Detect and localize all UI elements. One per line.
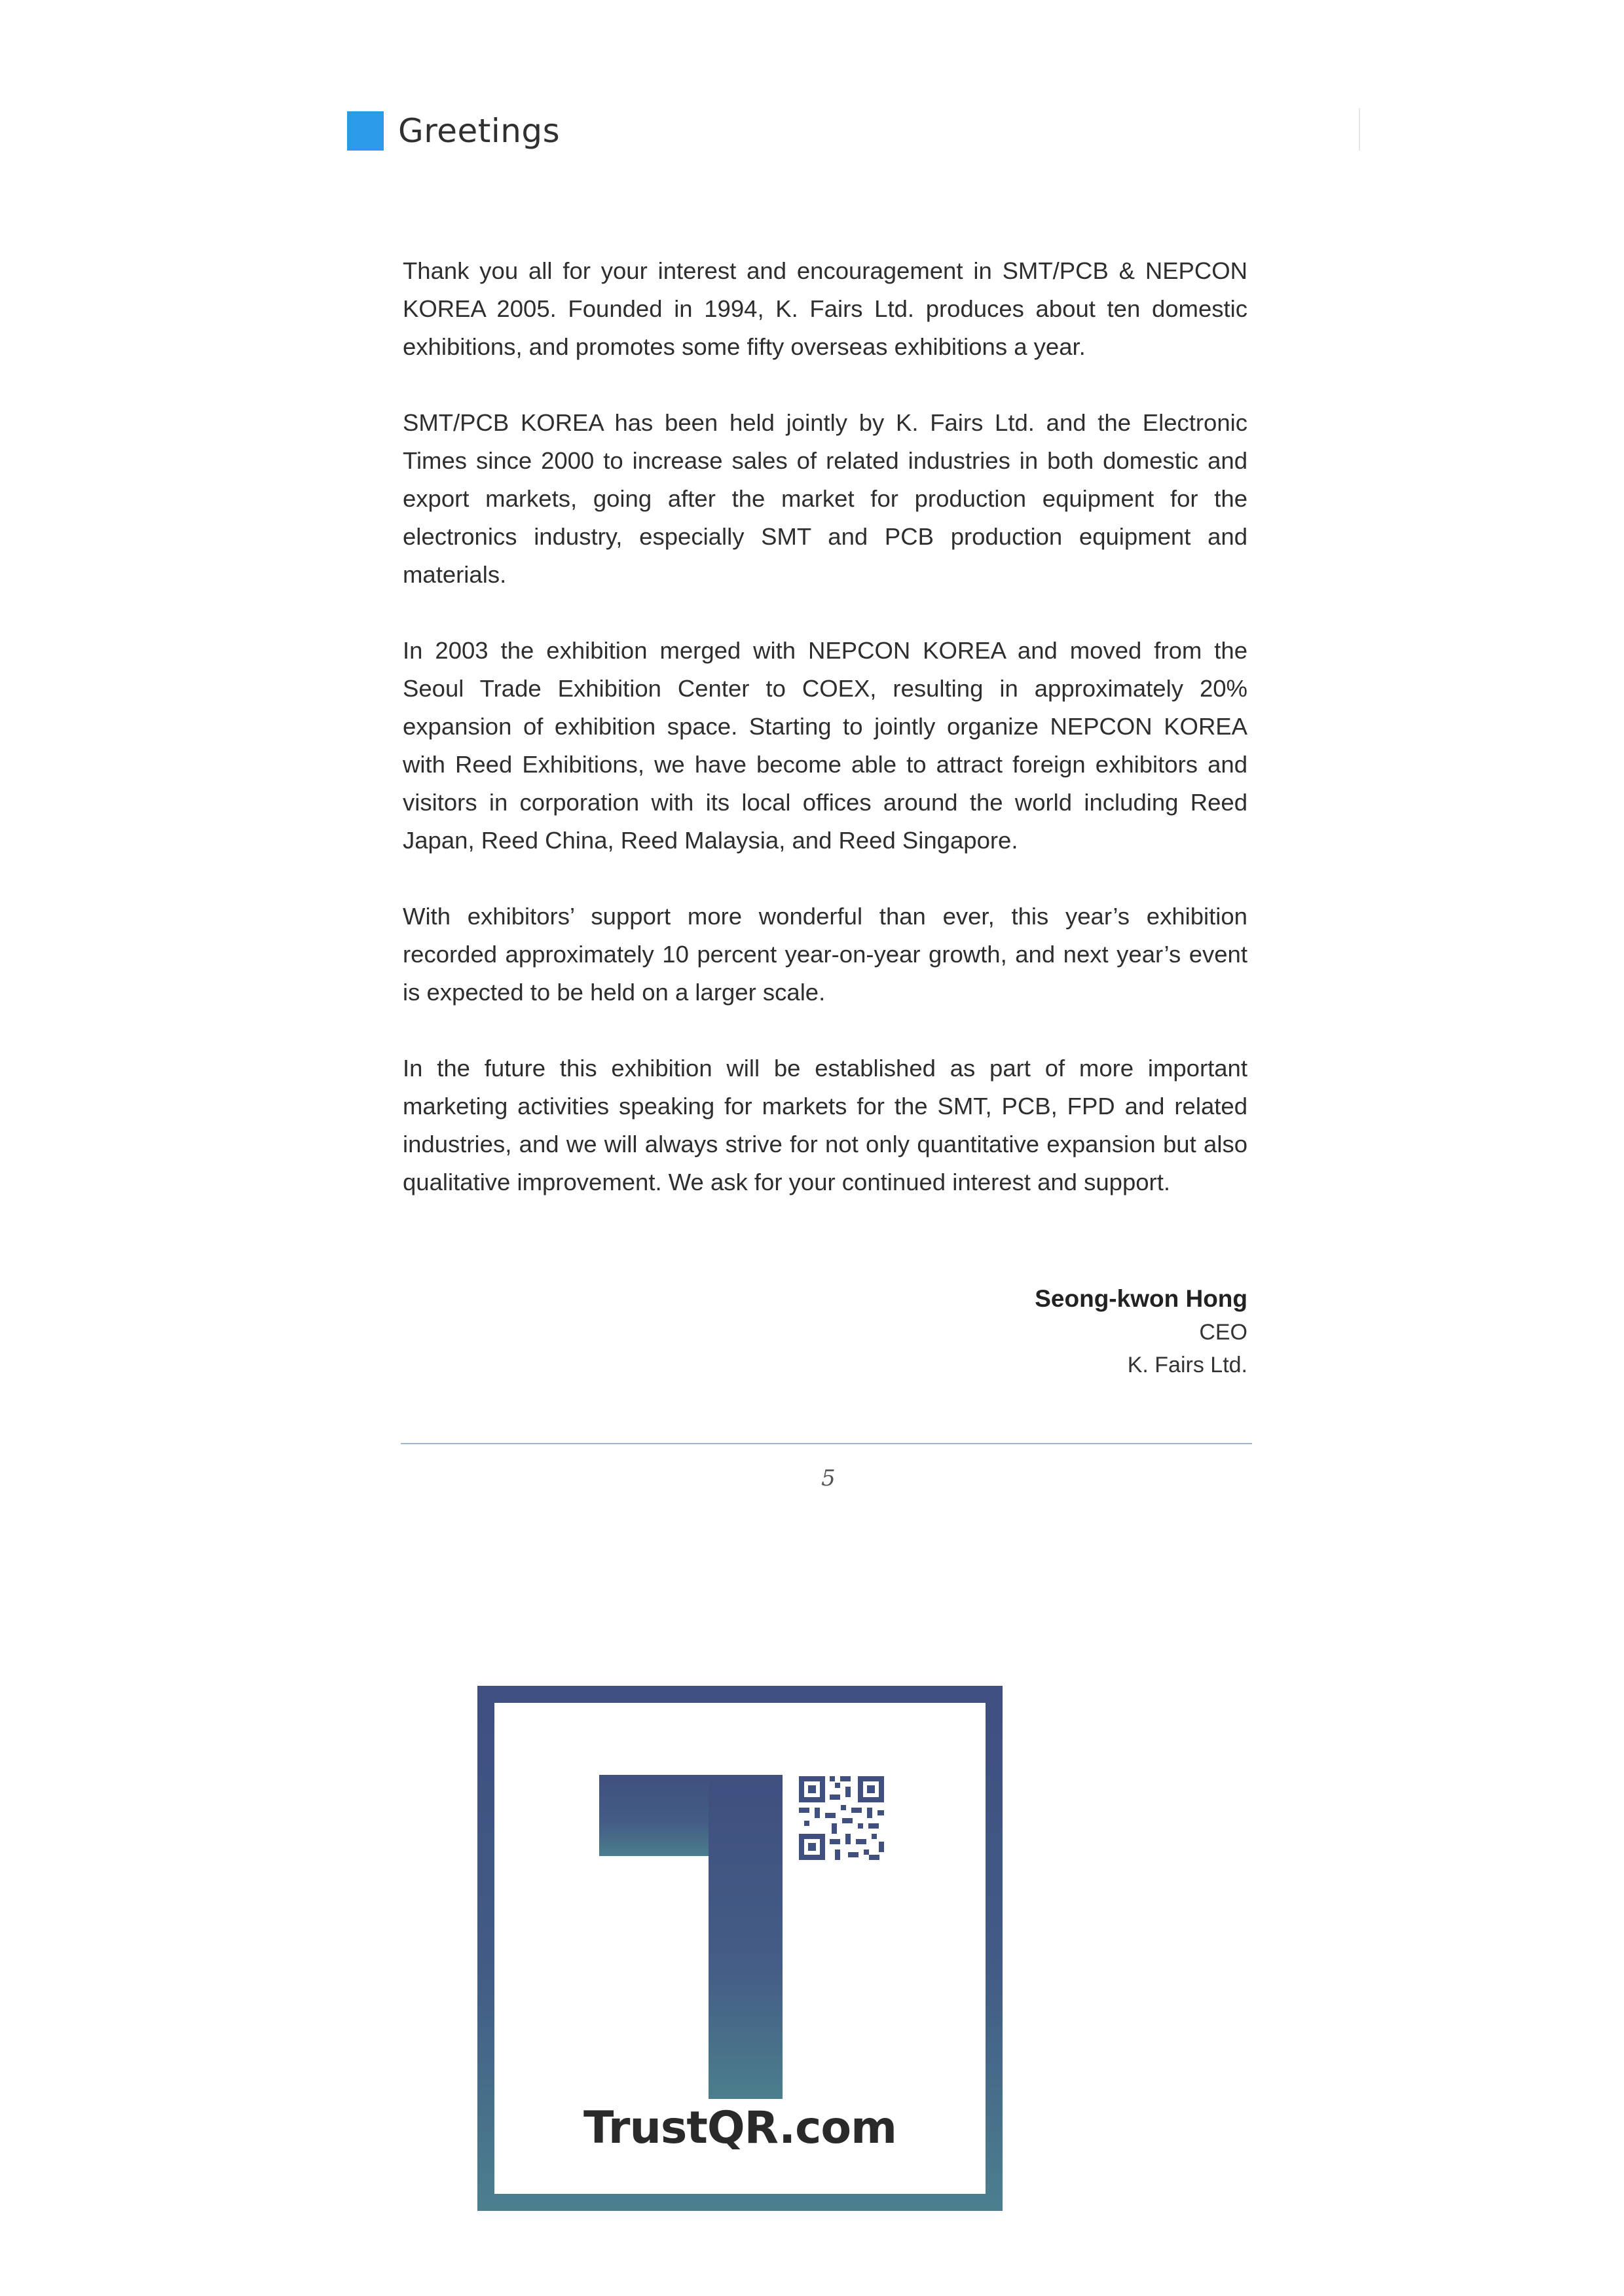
paragraph: In the future this exhibition will be established as part of more important marketing activities speaking for markets for the SMT, PCB, FPD and related industries, and we will always strive for not only quantitative expansion but also qualitative improvement. We ask for your continued interest and support. [403, 1055, 1247, 1195]
page-edge-mark [1359, 108, 1360, 151]
paragraph: SMT/PCB KOREA has been held jointly by K. Fairs Ltd. and the Electronic Times since 2000 to increase sales of related industries in both domestic and export markets, going after the market for production equipment for the electronics industry, especially SMT and PCB production equipment and materials. [403, 409, 1247, 588]
page-header [347, 110, 560, 152]
paragraph: With exhibitors’ support more wonderful than ever, this year’s exhibition recorded approximately 10 percent year-on-year growth, and next year’s event is expected to be held on a larger scale. [403, 903, 1247, 1006]
page-number: 5 [821, 1465, 836, 1491]
paragraph: In 2003 the exhibition merged with NEPCON KOREA and moved from the Seoul Trade Exhibition Center to COEX, resulting in approximately 20% expansion of exhibition space. Starting to jointly organize NEPCON KOREA with Reed Exhibitions, we have become able to attract foreign exhibitors and visitors in corporation with its local offices around the world including Reed Japan, Reed China, Reed Malaysia, and Reed Singapore. [403, 637, 1247, 854]
signature-block [1035, 1282, 1247, 1381]
trustqr-watermark [477, 1686, 1003, 2211]
greeting-body [403, 252, 1247, 1239]
signer-title: CEO [1199, 1320, 1247, 1345]
qr-code-icon [799, 1776, 884, 1860]
signer-name: Seong-kwon Hong [1035, 1285, 1247, 1312]
page-title: Greetings [398, 112, 561, 150]
watermark-text: TrustQR.com [583, 2102, 896, 2154]
footer-divider [401, 1443, 1252, 1444]
signer-company: K. Fairs Ltd. [1127, 1353, 1247, 1377]
paragraph: Thank you all for your interest and encouragement in SMT/PCB & NEPCON KOREA 2005. Founded in 1994, K. Fairs Ltd. produces about ten domestic exhibitions, and promotes some fifty overseas exhibitions a year. [403, 257, 1247, 360]
watermark-panel [494, 1703, 986, 2194]
square-bullet-icon [347, 111, 384, 151]
